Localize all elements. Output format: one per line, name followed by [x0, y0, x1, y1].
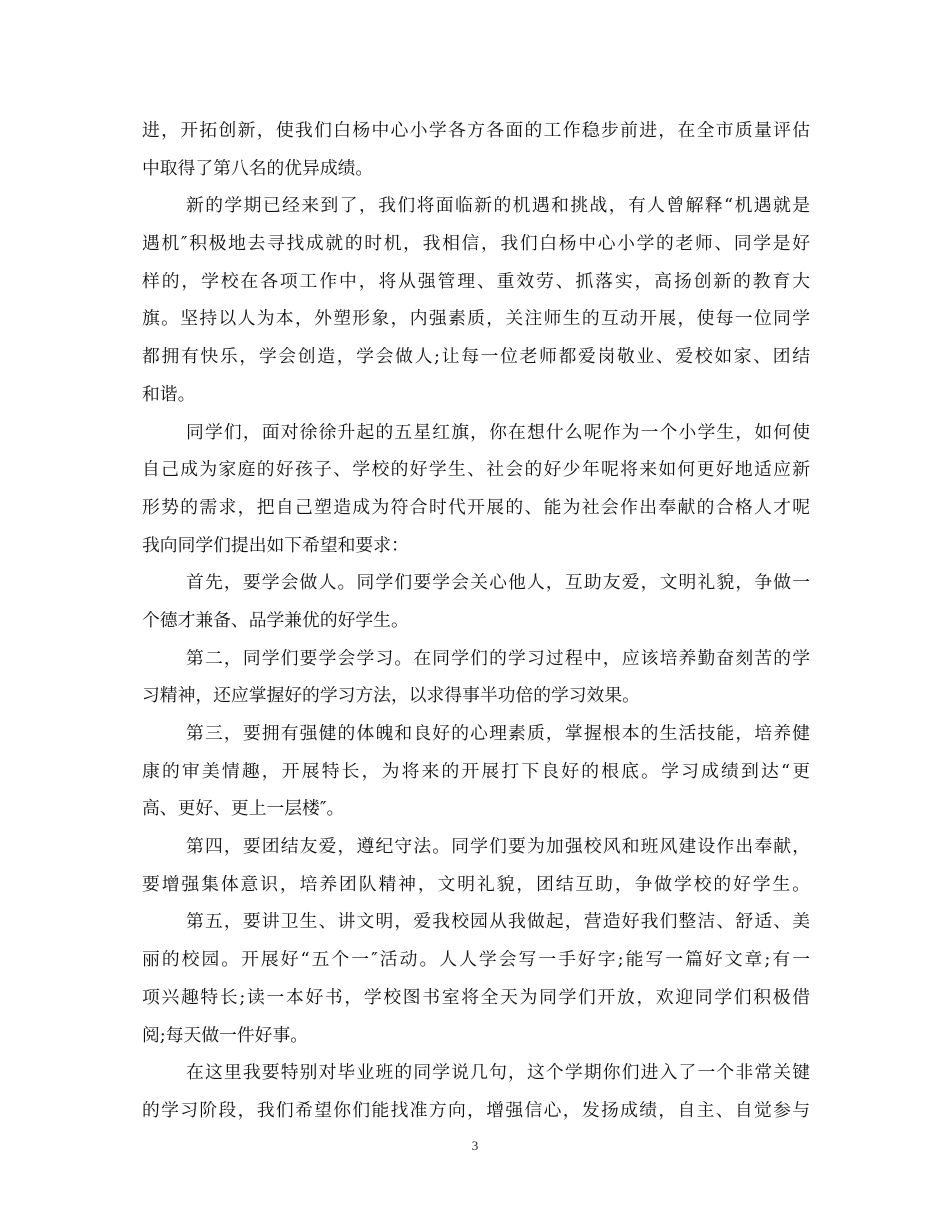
text-line: 第四，要团结友爱，遵纪守法。同学们要为加强校风和班风建设作出奉献，: [186, 836, 810, 858]
text-line: 我向同学们提出如下希望和要求：: [142, 534, 409, 556]
text-line: 阅;每天做一件好事。: [142, 1024, 309, 1046]
text-line: 个德才兼备、品学兼优的好学生。: [142, 609, 409, 631]
text-line: 第二，同学们要学会学习。在同学们的学习过程中，应该培养勤奋刻苦的学: [186, 647, 810, 669]
text-line: 形势的需求，把自己塑造成为符合时代开展的、能为社会作出奉献的合格人才呢: [142, 496, 810, 518]
text-line: 样的，学校在各项工作中，将从强管理、重效劳、抓落实，高扬创新的教育大: [142, 270, 810, 292]
text-line: 丽的校园。开展好“五个一″活动。人人学会写一手好字;能写一篇好文章;有一: [142, 949, 810, 971]
text-line: 旗。坚持以人为本，外塑形象，内强素质，关注师生的互动开展，使每一位同学: [142, 308, 810, 330]
text-line: 首先，要学会做人。同学们要学会关心他人，互助友爱，文明礼貌，争做一: [186, 572, 810, 594]
text-line: 遇机″积极地去寻找成就的时机，我相信，我们白杨中心小学的老师、同学是好: [142, 233, 810, 255]
text-line: 项兴趣特长;读一本好书，学校图书室将全天为同学们开放，欢迎同学们积极借: [142, 986, 810, 1008]
page-number: 3: [471, 1138, 479, 1153]
text-line: 习精神，还应掌握好的学习方法，以求得事半功倍的学习效果。: [142, 685, 640, 707]
text-line: 中取得了第八名的优异成绩。: [142, 157, 374, 179]
text-line: 在这里我要特别对毕业班的同学说几句，这个学期你们进入了一个非常关键: [186, 1062, 810, 1084]
text-line: 第三，要拥有强健的体魄和良好的心理素质，掌握根本的生活技能，培养健: [186, 723, 810, 744]
text-line: 同学们，面对徐徐升起的五星红旗，你在想什么呢作为一个小学生，如何使: [186, 421, 810, 443]
text-line: 康的审美情趣，开展特长，为将来的开展打下良好的根底。学习成绩到达“更: [142, 760, 810, 782]
text-line: 第五，要讲卫生、讲文明，爱我校园从我做起，营造好我们整洁、舒适、美: [186, 911, 810, 933]
text-line: 都拥有快乐，学会创造，学会做人;让每一位老师都爱岗敬业、爱校如家、团结: [142, 346, 810, 368]
body-text: [142, 112, 810, 1130]
text-line: 自己成为家庭的好孩子、学校的好学生、社会的好少年呢将来如何更好地适应新: [142, 459, 810, 481]
text-line: 新的学期已经来到了，我们将面临新的机遇和挑战，有人曾解释“机遇就是: [186, 195, 810, 217]
text-line: 高、更好、更上一层楼″。: [142, 798, 345, 820]
text-line: 进，开拓创新，使我们白杨中心小学各方各面的工作稳步前进，在全市质量评估: [142, 120, 810, 141]
text-line: 要增强集体意识，培养团队精神，文明礼貌，团结互助，争做学校的好学生。: [142, 873, 810, 895]
text-line: 和谐。: [142, 383, 196, 405]
text-line: 的学习阶段，我们希望你们能找准方向，增强信心，发扬成绩，自主、自觉参与: [142, 1099, 810, 1121]
